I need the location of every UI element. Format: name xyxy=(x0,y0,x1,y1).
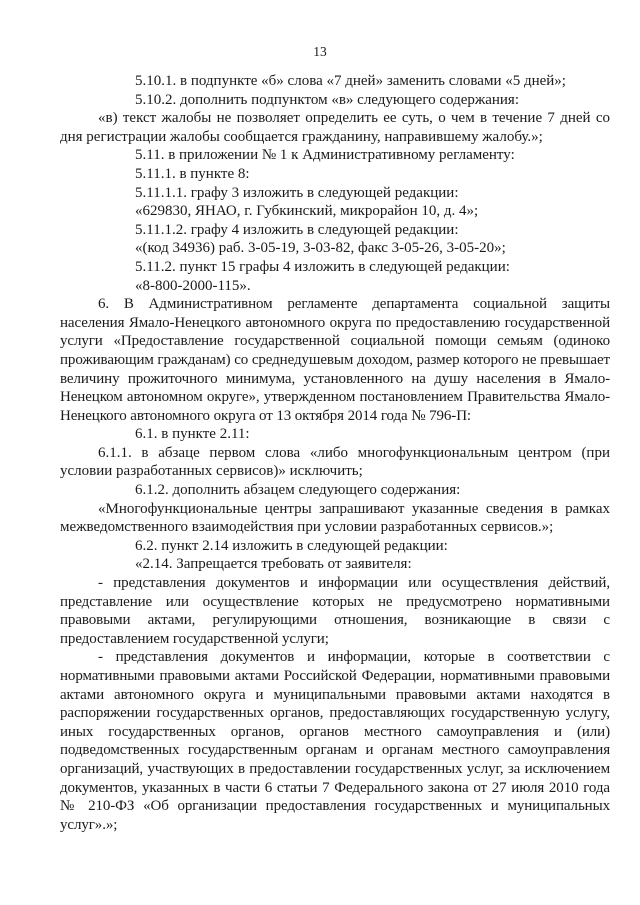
paragraph: 6. В Административном регламенте департамента социальной защиты населения Ямало-Ненецкого автономного округа по предоставлению государственной услуги «Предоставление государственной социальной помощи семьям (одиноко проживающим гражданам) со среднедушевым доходом, размер которого не превышает величину прожиточного минимума, установленного на душу населения в Ямало-Ненецком автономном округе», утвержденном постановлением Правительства Ямало-Ненецкого автономного округа от 13 октября 2014 года № 796-П: xyxy=(60,296,610,424)
paragraph: «(код 34936) раб. 3-05-19, 3-03-82, факс 3-05-26, 3-05-20»; xyxy=(135,240,506,257)
paragraph: «в) текст жалобы не позволяет определить ее суть, о чем в течение 7 дней со дня регистрации жалобы сообщается гражданину, направившему жалобу.»; xyxy=(60,110,610,145)
paragraph: 6.2. пункт 2.14 изложить в следующей редакции: xyxy=(135,537,448,554)
page-number: 13 xyxy=(313,44,327,59)
paragraph: 5.11. в приложении № 1 к Административному регламенту: xyxy=(135,147,515,164)
paragraph: «629830, ЯНАО, г. Губкинский, микрорайон 10, д. 4»; xyxy=(135,203,479,220)
paragraph: 5.10.2. дополнить подпунктом «в» следующего содержания: xyxy=(135,91,520,108)
paragraph: 5.10.1. в подпункте «б» слова «7 дней» заменить словами «5 дней»; xyxy=(135,73,566,89)
paragraph: 6.1.1. в абзаце первом слова «либо многофункциональным центром (при условии разработанных сервисов)» исключить; xyxy=(60,444,610,480)
paragraph: 5.11.1. в пункте 8: xyxy=(135,165,250,182)
paragraph: 6.1.2. дополнить абзацем следующего содержания: xyxy=(135,482,461,499)
paragraph: «2.14. Запрещается требовать от заявителя: xyxy=(135,556,412,573)
paragraph: «Многофункциональные центры запрашивают указанные сведения в рамках межведомственного взаимодействия при условии разработанных сервисов.»; xyxy=(60,500,610,536)
document-body xyxy=(60,72,610,834)
paragraph: 5.11.1.2. графу 4 изложить в следующей редакции: xyxy=(135,221,459,238)
paragraph: 6.1. в пункте 2.11: xyxy=(135,426,250,443)
paragraph: - представления документов и информации или осуществления действий, представление или осуществление которых не предусмотрено нормативными правовыми актами, регулирующими отношения, возникающие в связи с предоставлением государственной услуги; xyxy=(60,575,610,647)
paragraph: 5.11.1.1. графу 3 изложить в следующей редакции: xyxy=(135,184,459,201)
paragraph: 5.11.2. пункт 15 графы 4 изложить в следующей редакции: xyxy=(135,258,510,275)
paragraph: - представления документов и информации, которые в соответствии с нормативными правовыми актами Российской Федерации, нормативными правовыми актами автономного округа и муниципальными правовыми актами находятся в распоряжении государственных органов, предоставляющих государственную услугу, иных государственных органов, органов местного самоуправления и (или) подведомственных государственным органам и органам местного самоуправления организаций, участвующих в предоставлении государственных услуг, за исключением документов, указанных в части 6 статьи 7 Федерального закона от 27 июля 2010 года № 210-ФЗ «Об организации предоставления государственных и муниципальных услуг».»; xyxy=(60,649,610,833)
paragraph: «8-800-2000-115». xyxy=(135,277,251,294)
